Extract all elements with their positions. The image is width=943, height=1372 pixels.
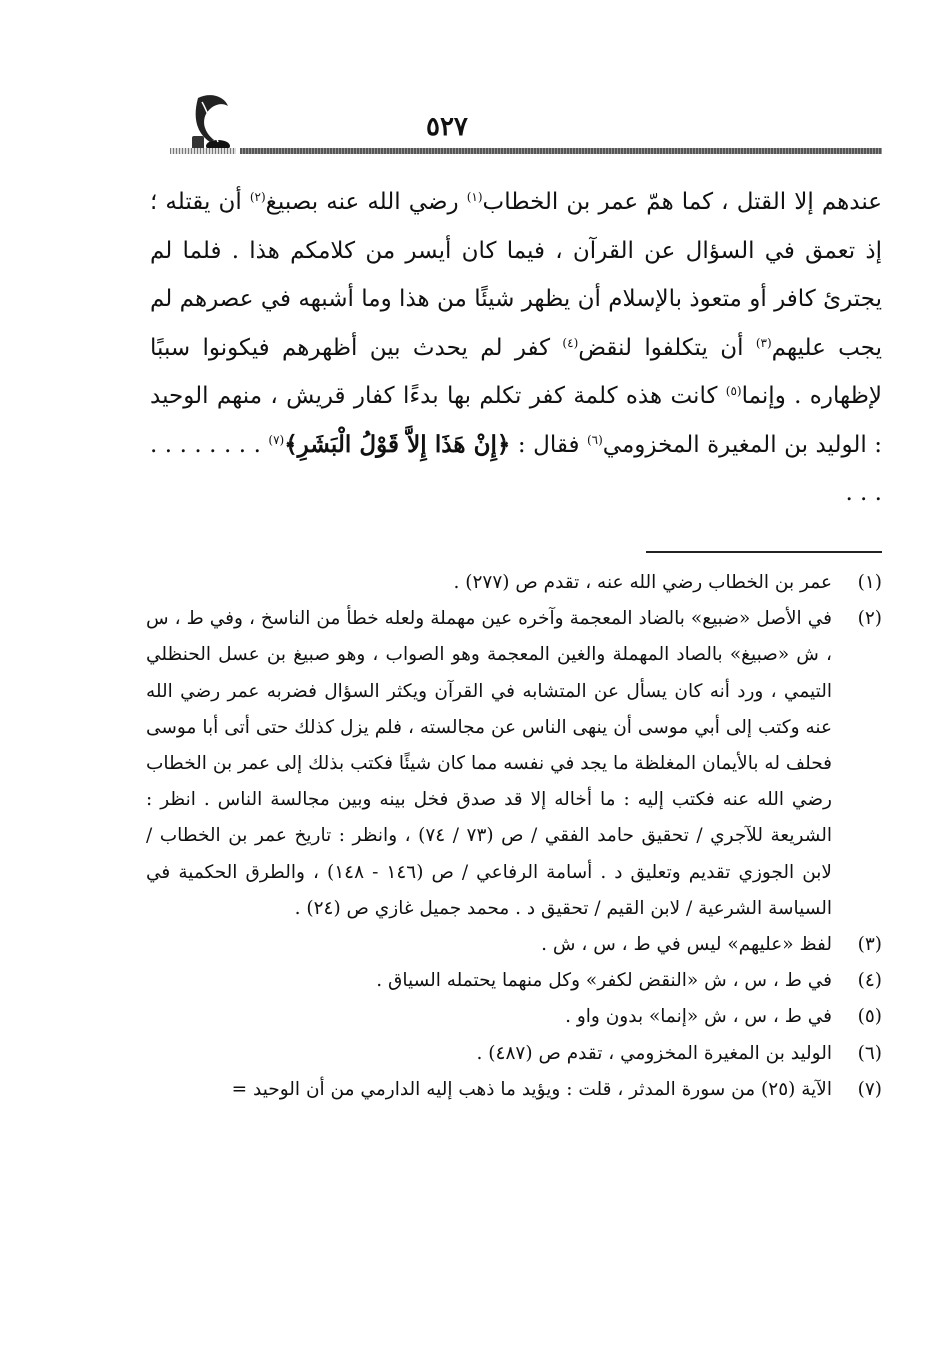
footnote-text: عمر بن الخطاب رضي الله عنه ، تقدم ص (٢٧٧) . bbox=[453, 572, 832, 593]
footnote-6 bbox=[146, 1036, 882, 1072]
main-text bbox=[150, 178, 882, 518]
footnote-text: في ط ، س ، ش «النقض لكفر» وكل منهما يحتمله السياق . bbox=[376, 970, 832, 992]
footnote-number: (٤) bbox=[857, 970, 882, 992]
footnote-number: (٦) bbox=[857, 1042, 882, 1064]
footnote-4 bbox=[146, 963, 882, 999]
page-header bbox=[170, 92, 882, 160]
text-segment: أن يتكلفوا لنقض bbox=[578, 334, 756, 361]
header-rule bbox=[240, 148, 882, 154]
page-number: ٥٢٧ bbox=[426, 112, 468, 142]
footnote-text: في الأصل «ضبيع» بالضاد المعجمة وآخره عين مهملة ولعله خطأ من الناسخ ، وفي ط ، س ، ش «صبيغ» بالصاد المهملة والغين المعجمة وهو الصواب ، وهو صبيغ بن عسل الحنظلي التيمي ، ورد أنه كان يسأل عن المتشابه في القرآن ويكثر السؤال فضربه عمر رضي الله عنه وكتب إلى أبي موسى أن ينهى الناس عن مجالسته ، فلم يزل كذلك حتى أتى أبا موسى فحلف له بالأيمان المغلظة ما يجد في نفسه مما كان شيئًا فكتب بذلك إلى عمر بن الخطاب رضي الله عنه فكتب إليه : ما أخاله إلا قد صدق فخل بينه وبين مجالسة الناس . انظر : الشريعة للآجري / تحقيق حامد الفقي / ص (٧٣ / ٧٤) ، وانظر : تاريخ عمر بن الخطاب / لابن الجوزي تقديم وتعليق د . أسامة الرفاعي / ص (١٤٦ - ١٤٨) ، والطرق الحكمية في السياسة الشرعية / لابن القيم / تحقيق د . محمد جميل غازي ص (٢٤) . bbox=[146, 608, 832, 919]
footnote-separator bbox=[646, 551, 882, 553]
text-segment: أن يقتله ؛ إذ تعمق في السؤال عن القرآن ، فيما كان أيسر من كلامكم هذا . فلما لم يجترئ كافر أو متعوذ بالإسلام أن يظهر شيئًا من هذا وما أشبهه في عصرهم لم يجب عليهم bbox=[150, 189, 882, 361]
footnote-marker: (٥) bbox=[725, 384, 742, 398]
footnote-marker: (١) bbox=[466, 190, 483, 204]
text-segment: فقال : bbox=[510, 431, 587, 458]
footnote-number: (٧) bbox=[857, 1078, 882, 1100]
footnote-marker: (٣) bbox=[755, 335, 772, 350]
quill-and-inkwell-icon bbox=[188, 92, 236, 156]
header-rule-ornament bbox=[170, 148, 236, 154]
footnote-marker: (٧) bbox=[268, 432, 285, 447]
footnote-marker: (٢) bbox=[249, 190, 266, 204]
footnote-3 bbox=[146, 927, 882, 963]
main-paragraph bbox=[150, 178, 882, 518]
footnotes bbox=[146, 565, 882, 1108]
footnote-text: الوليد بن المغيرة المخزومي ، تقدم ص (٤٨٧) . bbox=[476, 1042, 832, 1064]
footnote-number: (٢) bbox=[857, 608, 882, 630]
footnote-text: لفظ «عليهم» ليس في ط ، س ، ش . bbox=[541, 934, 832, 956]
footnote-1 bbox=[146, 565, 882, 601]
footnote-text: في ط ، س ، ش «إنما» بدون واو . bbox=[565, 1006, 832, 1028]
footnote-text: الآية (٢٥) من سورة المدثر ، قلت : ويؤيد ما ذهب إليه الدارمي من أن الوحيد = bbox=[231, 1078, 832, 1100]
quran-verse: ﴿إِنْ هَذَا إِلاَّ قَوْلُ الْبَشَرِ﴾ bbox=[284, 430, 511, 458]
text-segment: كفر لم يحدث بين أظهرهم فيكونوا سببًا لإظهاره . وإنما bbox=[150, 334, 882, 409]
footnote-number: (١) bbox=[857, 572, 882, 593]
footnote-5 bbox=[146, 999, 882, 1035]
footnote-marker: (٤) bbox=[562, 335, 579, 350]
footnote-7 bbox=[146, 1072, 882, 1108]
ellipsis-dots: . . . . . . . . . . . bbox=[150, 431, 882, 506]
footnote-marker: (٦) bbox=[586, 432, 603, 447]
footnote-number: (٣) bbox=[857, 934, 882, 956]
footnote-number: (٥) bbox=[857, 1006, 882, 1028]
text-segment: رضي الله عنه بصبيغ bbox=[265, 189, 467, 215]
footnote-2 bbox=[146, 601, 882, 927]
text-segment: عندهم إلا القتل ، كما همّ عمر بن الخطاب bbox=[482, 189, 882, 215]
text-segment: كانت هذه كلمة كفر تكلم بها بدءًا كفار قريش ، منهم الوحيد : الوليد بن المغيرة المخزومي bbox=[150, 383, 882, 458]
